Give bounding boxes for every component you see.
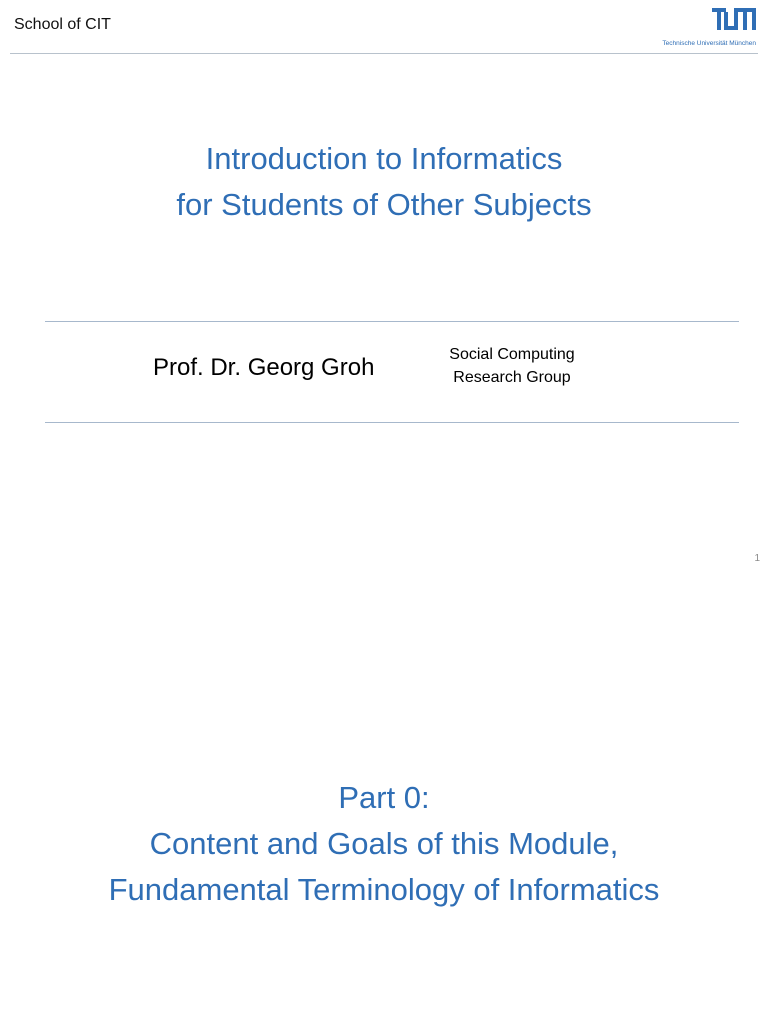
- tum-logo-icon: [712, 8, 756, 34]
- title-line: Introduction to Informatics: [205, 141, 563, 176]
- divider-bottom: [45, 422, 739, 423]
- school-label: School of CIT: [14, 16, 111, 33]
- group-line: Research Group: [453, 369, 571, 386]
- slide-title: [0, 136, 768, 228]
- page-number: 1: [754, 553, 760, 564]
- part-title: [0, 775, 768, 913]
- slide-2: [0, 580, 768, 1024]
- group-line: Social Computing: [449, 346, 575, 363]
- title-line: for Students of Other Subjects: [176, 187, 592, 222]
- divider-top: [45, 321, 739, 322]
- part-title-line: Fundamental Terminology of Informatics: [108, 872, 660, 907]
- tum-logo: [638, 8, 758, 50]
- research-group: [428, 343, 596, 389]
- author-name: Prof. Dr. Georg Groh: [153, 354, 375, 381]
- part-title-line: Content and Goals of this Module,: [149, 826, 619, 861]
- logo-caption: Technische Universität München: [662, 40, 756, 47]
- part-title-line: Part 0:: [338, 780, 430, 815]
- header-divider: [10, 53, 758, 54]
